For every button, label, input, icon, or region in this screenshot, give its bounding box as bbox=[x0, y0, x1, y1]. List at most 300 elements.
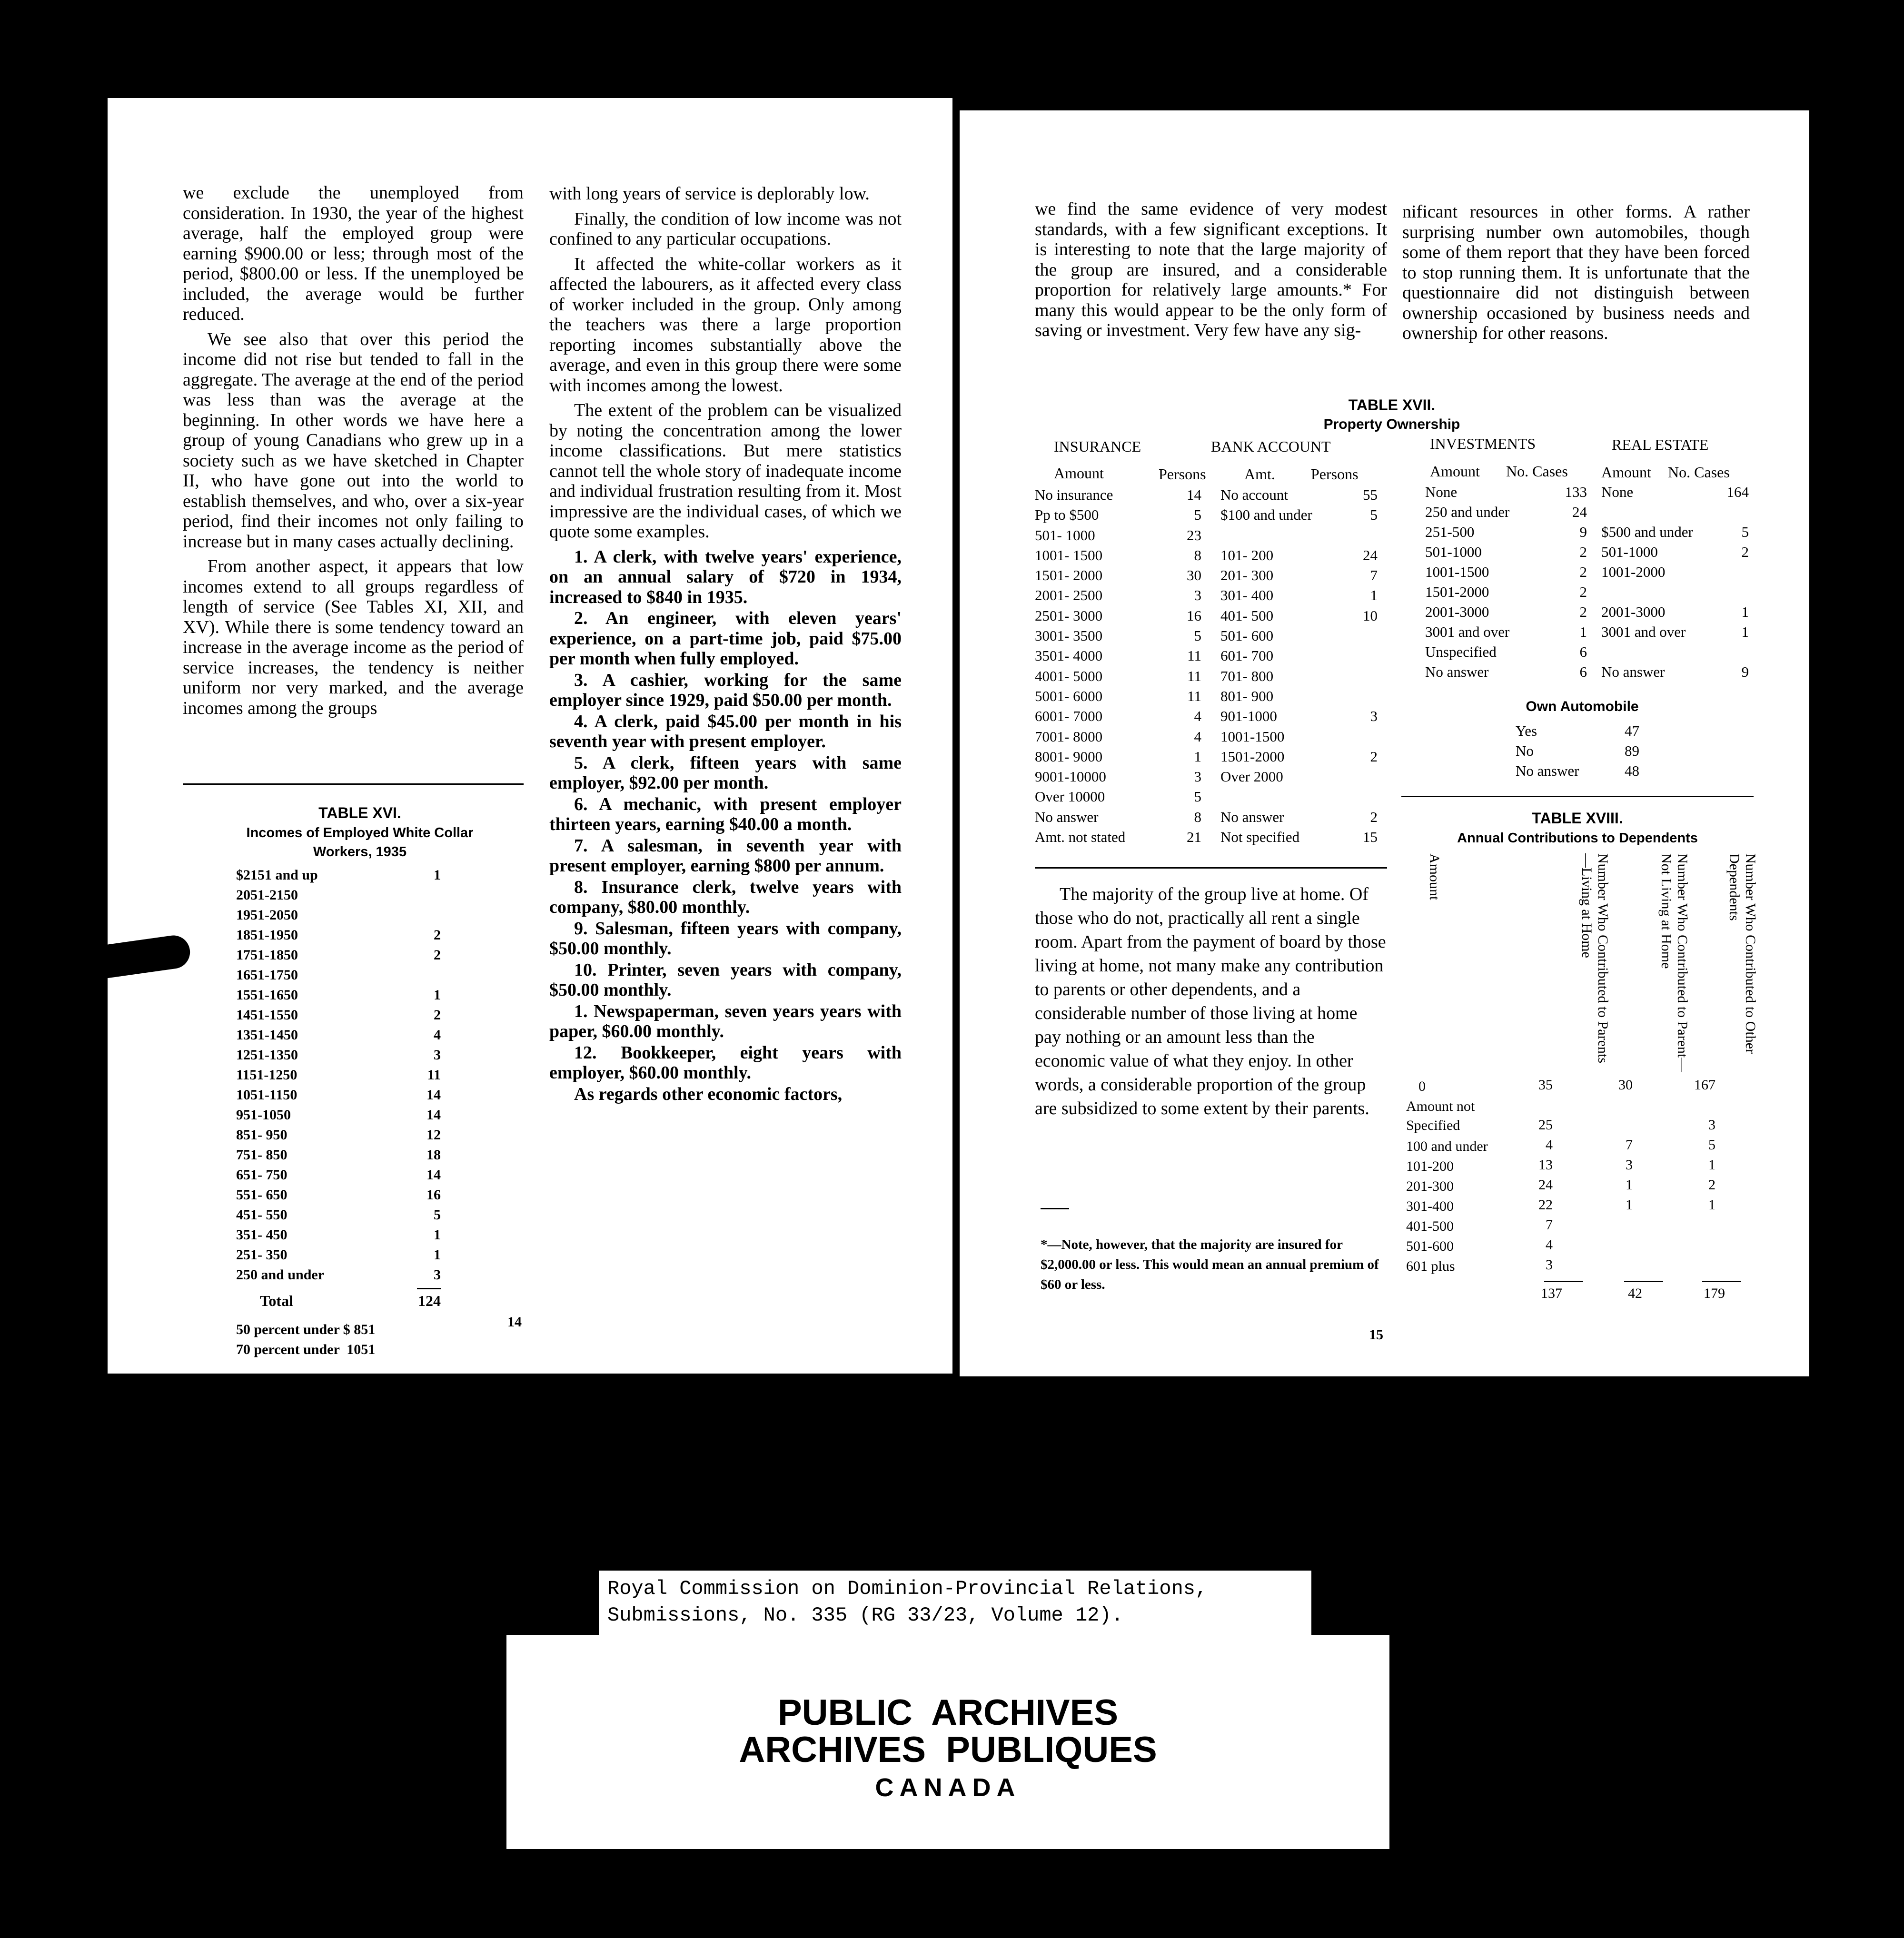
table-row bbox=[1401, 1097, 1744, 1137]
row-value: 1 bbox=[434, 867, 441, 883]
row-value: 3 bbox=[1546, 1257, 1553, 1273]
row-label: Amount not Specified bbox=[1406, 1098, 1475, 1133]
row-label: Yes bbox=[1516, 722, 1537, 739]
row-label: None bbox=[1601, 484, 1634, 500]
row-value: 2 bbox=[1579, 544, 1587, 560]
row-value: 14 bbox=[426, 1107, 441, 1123]
case-item: 6. A mechanic, with present employer thirteen years, earning $40.00 a month. bbox=[549, 794, 902, 834]
table-row bbox=[236, 1167, 441, 1187]
row-label: $500 and under bbox=[1601, 524, 1693, 540]
column-heading: Number Who Contributed to Parent—Not Living at Home bbox=[1658, 853, 1690, 1072]
table-row bbox=[1220, 547, 1378, 567]
row-label: 901-1000 bbox=[1220, 708, 1277, 725]
row-label: 951-1050 bbox=[236, 1107, 291, 1123]
auto-column bbox=[1516, 722, 1639, 782]
footnote: *—Note, however, that the majority are insured for $2,000.00 or less. This would mean an annual premium of $60 or less. bbox=[1041, 1237, 1379, 1292]
row-label: 651- 750 bbox=[236, 1167, 288, 1183]
subhead: No. Cases bbox=[1668, 464, 1730, 481]
row-value: 1 bbox=[1370, 587, 1378, 604]
heading-investments: INVESTMENTS bbox=[1430, 435, 1536, 452]
row-value: 1 bbox=[1194, 748, 1201, 765]
table-row bbox=[1035, 708, 1201, 728]
table-row bbox=[1035, 748, 1201, 768]
subhead: Amount bbox=[1430, 463, 1480, 480]
table-row bbox=[236, 1087, 441, 1107]
table-row bbox=[236, 1067, 441, 1087]
row-label: 1501- 2000 bbox=[1035, 567, 1103, 584]
row-label: 1001-1500 bbox=[1220, 728, 1285, 745]
table-row bbox=[1425, 643, 1587, 663]
table-row bbox=[1035, 627, 1201, 647]
heading-real-estate: REAL ESTATE bbox=[1612, 436, 1709, 453]
page-number: 15 bbox=[1369, 1327, 1383, 1343]
table-row bbox=[1425, 564, 1587, 583]
row-value: 30 bbox=[1618, 1077, 1633, 1093]
table-row bbox=[1401, 1217, 1744, 1237]
row-value: 48 bbox=[1625, 762, 1639, 779]
paragraph: From another aspect, it appears that low incomes extend to all groups regardless of length of service (See Tables XI, XII, and XV). While there is some tendency toward an increase in the average income as the period of service increases, the tendency is neither uniform nor very marked, and the average incomes among the groups bbox=[183, 556, 524, 718]
table-18 bbox=[1401, 808, 1758, 1304]
row-label: 1251-1350 bbox=[236, 1047, 298, 1063]
row-value: 8 bbox=[1194, 546, 1201, 564]
row-label: None bbox=[1425, 484, 1458, 500]
paragraph: we find the same evidence of very modest standards, with a few significant exceptions. It is interesting to note that the large majority of the group are insured, and a considerable proportion for relatively large amounts.* For many this would appear to be the only form of saving or investment. Very few have any sig- bbox=[1035, 199, 1387, 340]
paragraph: The extent of the problem can be visualized by noting the concentration among the lower income classifications. But mere statistics cannot tell the whole story of inadequate income and individual frustration resulting from it. Most impressive are the individual cases, of which we quote some examples. bbox=[549, 400, 902, 542]
table-row bbox=[1220, 688, 1378, 708]
row-value: 3 bbox=[1626, 1157, 1633, 1173]
row-label: 2501- 3000 bbox=[1035, 607, 1103, 624]
table-row bbox=[1401, 1177, 1744, 1197]
row-value: 15 bbox=[1363, 829, 1378, 846]
row-value: 2 bbox=[1579, 603, 1587, 620]
row-value: 1 bbox=[434, 987, 441, 1003]
row-label: 1001-1500 bbox=[1425, 564, 1489, 580]
insurance-column bbox=[1035, 486, 1201, 849]
table-row bbox=[1425, 603, 1587, 623]
table-subtitle: Workers, 1935 bbox=[313, 844, 407, 860]
table-row bbox=[1601, 603, 1749, 623]
row-value: 16 bbox=[1187, 607, 1201, 624]
table-row bbox=[1601, 564, 1749, 583]
table-note: 50 percent under $ 851 bbox=[236, 1322, 376, 1337]
table-row bbox=[236, 1007, 441, 1027]
table-row bbox=[1425, 663, 1587, 683]
case-item: 1. A clerk, with twelve years' experience, on an annual salary of $720 in 1934, increased to $840 in 1935. bbox=[549, 546, 902, 607]
row-value: 21 bbox=[1187, 829, 1201, 846]
column-heading: Number Who Contributed to Parents—Living at Home bbox=[1579, 853, 1611, 1064]
row-value: 164 bbox=[1726, 484, 1749, 500]
row-label: 3001 and over bbox=[1601, 623, 1686, 640]
table-total-rule bbox=[417, 1288, 441, 1289]
table-row bbox=[1035, 506, 1201, 526]
row-value: 47 bbox=[1625, 722, 1639, 739]
page-number: 14 bbox=[507, 1314, 522, 1330]
table-row bbox=[1220, 607, 1378, 627]
table-row bbox=[236, 887, 441, 907]
subhead: Amount bbox=[1054, 465, 1104, 482]
row-label: 1951-2050 bbox=[236, 907, 298, 923]
row-value: 1 bbox=[1741, 623, 1749, 640]
table-row bbox=[1401, 1197, 1744, 1217]
total-value: 42 bbox=[1628, 1285, 1642, 1301]
row-label: 301- 400 bbox=[1220, 587, 1274, 604]
case-item: 4. A clerk, paid $45.00 per month in his seventh year with present employer. bbox=[549, 711, 902, 751]
row-value: 2 bbox=[1370, 748, 1378, 765]
row-label: 1501-2000 bbox=[1425, 583, 1489, 600]
row-value: 1 bbox=[1579, 623, 1587, 640]
case-item: 3. A cashier, working for the same employer since 1929, paid $50.00 per month. bbox=[549, 670, 902, 710]
table-row bbox=[236, 1227, 441, 1247]
row-label: 401- 500 bbox=[1220, 607, 1274, 624]
row-label: 451- 550 bbox=[236, 1207, 288, 1223]
table-row bbox=[236, 1187, 441, 1207]
table-row bbox=[1220, 748, 1378, 768]
row-label: 501-1000 bbox=[1425, 544, 1482, 560]
row-value: 3 bbox=[1194, 768, 1201, 785]
row-label: $2151 and up bbox=[236, 867, 318, 883]
table-row bbox=[1401, 1237, 1744, 1257]
row-value: 3 bbox=[1370, 708, 1378, 725]
row-label: 501- 1000 bbox=[1035, 526, 1095, 544]
row-label: 1501-2000 bbox=[1220, 748, 1285, 765]
table-row bbox=[1035, 809, 1201, 829]
table-row bbox=[1516, 742, 1639, 762]
row-value: 9 bbox=[1741, 663, 1749, 680]
table-row bbox=[1220, 708, 1378, 728]
row-value: 4 bbox=[434, 1027, 441, 1043]
row-value: 11 bbox=[1187, 647, 1201, 664]
subhead: Persons bbox=[1159, 465, 1206, 483]
row-label: 2001- 2500 bbox=[1035, 587, 1103, 604]
table-row bbox=[1035, 486, 1201, 506]
row-label: 1051-1150 bbox=[236, 1087, 298, 1103]
table-row bbox=[1220, 627, 1378, 647]
table-row bbox=[1035, 728, 1201, 748]
row-label: 801- 900 bbox=[1220, 687, 1274, 704]
row-value: 14 bbox=[426, 1167, 441, 1183]
table-row bbox=[236, 1207, 441, 1227]
row-value: 11 bbox=[1187, 687, 1201, 704]
case-item: 10. Printer, seven years with company, $50.00 monthly. bbox=[549, 959, 902, 1000]
table-row bbox=[1516, 722, 1639, 742]
row-label: 1851-1950 bbox=[236, 927, 298, 943]
case-item: 9. Salesman, fifteen years with company, $50.00 monthly. bbox=[549, 918, 902, 959]
row-label: $100 and under bbox=[1220, 506, 1312, 524]
table-body bbox=[1401, 1077, 1744, 1277]
row-label: 1001-2000 bbox=[1601, 564, 1666, 580]
row-value: 35 bbox=[1538, 1077, 1553, 1093]
row-value: 1 bbox=[1741, 603, 1749, 620]
row-value: 2 bbox=[1370, 808, 1378, 825]
table-row bbox=[1220, 668, 1378, 688]
table-row bbox=[1035, 688, 1201, 708]
row-label: Not specified bbox=[1220, 829, 1300, 846]
row-value: 2 bbox=[1579, 564, 1587, 580]
row-label: 1451-1550 bbox=[236, 1007, 298, 1023]
row-label: 851- 950 bbox=[236, 1127, 288, 1143]
row-value: 5 bbox=[1741, 524, 1749, 540]
left-page-column-1 bbox=[183, 183, 524, 723]
table-row bbox=[236, 1147, 441, 1167]
table-row bbox=[236, 1267, 441, 1287]
row-value: 2 bbox=[1708, 1177, 1716, 1193]
row-value: 25 bbox=[1538, 1117, 1553, 1133]
total-value: 137 bbox=[1541, 1285, 1562, 1301]
archive-line: ARCHIVES PUBLIQUES bbox=[739, 1730, 1157, 1770]
case-item: 5. A clerk, fifteen years with same employer, $92.00 per month. bbox=[549, 752, 902, 793]
row-label: 2001-3000 bbox=[1601, 603, 1666, 620]
row-value: 11 bbox=[1187, 667, 1201, 684]
row-value: 4 bbox=[1546, 1137, 1553, 1153]
row-value: 2 bbox=[434, 927, 441, 943]
left-page bbox=[108, 98, 952, 1374]
row-label: 501-600 bbox=[1406, 1238, 1454, 1254]
table-row bbox=[1425, 583, 1587, 603]
row-value: 4 bbox=[1194, 708, 1201, 725]
row-value: 14 bbox=[426, 1087, 441, 1103]
right-page-column-1 bbox=[1035, 199, 1387, 346]
real-estate-column bbox=[1601, 484, 1749, 683]
row-value: 8 bbox=[1194, 808, 1201, 825]
row-label: 601 plus bbox=[1406, 1258, 1455, 1274]
paragraph: we exclude the unemployed from consideration. In 1930, the year of the highest average, half the employed group were earning $900.00 or less; through most of the period, $800.00 or less. If the unemployed be included, the average would be further reduced. bbox=[183, 183, 524, 324]
row-label: 351- 450 bbox=[236, 1227, 288, 1243]
row-value: 3 bbox=[1194, 587, 1201, 604]
left-page-column-2 bbox=[549, 184, 902, 1109]
table-row bbox=[1425, 544, 1587, 564]
case-item: 2. An engineer, with eleven years' experience, on a part-time job, paid $75.00 per month when fully employed. bbox=[549, 608, 902, 669]
table-row bbox=[1425, 484, 1587, 504]
row-value: 13 bbox=[1538, 1157, 1553, 1173]
table-subtitle: Incomes of Employed White Collar bbox=[246, 825, 474, 840]
reference-label bbox=[599, 1571, 1311, 1641]
table-row bbox=[1035, 768, 1201, 788]
row-value: 167 bbox=[1694, 1077, 1716, 1093]
row-value: 3 bbox=[1708, 1117, 1716, 1133]
row-label: 201-300 bbox=[1406, 1178, 1454, 1194]
table-row bbox=[1035, 547, 1201, 567]
row-label: 1351-1450 bbox=[236, 1027, 298, 1043]
row-label: 1551-1650 bbox=[236, 987, 298, 1003]
investments-column bbox=[1425, 484, 1587, 683]
table-row bbox=[236, 1047, 441, 1067]
row-label: No insurance bbox=[1035, 486, 1113, 503]
row-label: 601- 700 bbox=[1220, 647, 1274, 664]
row-value: 55 bbox=[1363, 486, 1378, 503]
table-row bbox=[236, 1247, 441, 1267]
table-row bbox=[1220, 506, 1378, 526]
table-row bbox=[236, 967, 441, 987]
row-value: 12 bbox=[426, 1127, 441, 1143]
table-row bbox=[1220, 527, 1378, 547]
total-rule bbox=[1624, 1281, 1663, 1282]
case-item: 7. A salesman, in seventh year with present employer, earning $800 per annum. bbox=[549, 835, 902, 876]
table-row bbox=[1035, 607, 1201, 627]
row-value: 4 bbox=[1194, 728, 1201, 745]
row-value: 1 bbox=[1626, 1197, 1633, 1213]
row-value: 2 bbox=[434, 947, 441, 963]
row-label: 1751-1850 bbox=[236, 947, 298, 963]
table-row bbox=[236, 987, 441, 1007]
row-label: 7001- 8000 bbox=[1035, 728, 1103, 745]
case-item: 12. Bookkeeper, eight years with employer, $60.00 monthly. bbox=[549, 1042, 902, 1083]
reference-line: Submissions, No. 335 (RG 33/23, Volume 12). bbox=[607, 1604, 1123, 1627]
table-row bbox=[1425, 504, 1587, 524]
total-label: Total bbox=[260, 1292, 293, 1309]
table-row bbox=[1516, 762, 1639, 782]
table-row bbox=[1220, 788, 1378, 808]
table-row bbox=[1601, 524, 1749, 544]
row-value: 24 bbox=[1538, 1177, 1553, 1193]
row-label: 251- 350 bbox=[236, 1247, 288, 1263]
row-value: 3 bbox=[434, 1267, 441, 1283]
archive-line: PUBLIC ARCHIVES bbox=[777, 1692, 1119, 1733]
row-value: 5 bbox=[1708, 1137, 1716, 1153]
table-bottom-rule bbox=[1035, 867, 1387, 869]
row-label: 751- 850 bbox=[236, 1147, 288, 1163]
table-row bbox=[1220, 728, 1378, 748]
paragraph: It affected the white-collar workers as it affected the labourers, as it affected every class of worker included in the group. Only among the teachers was there a large proportion reporting incomes substantially above the average, and even in this group there were some with incomes among the lowest. bbox=[549, 254, 902, 396]
table-row bbox=[1601, 623, 1749, 643]
bank-account-column bbox=[1220, 486, 1378, 849]
row-label: No answer bbox=[1220, 808, 1284, 825]
row-value: 2 bbox=[1579, 583, 1587, 600]
table-note: 70 percent under 1051 bbox=[236, 1342, 376, 1357]
table-title: TABLE XVII. bbox=[1348, 396, 1436, 414]
row-value: 24 bbox=[1572, 504, 1587, 520]
row-value: 6 bbox=[1579, 663, 1587, 680]
table-row bbox=[1425, 524, 1587, 544]
subhead: Persons bbox=[1311, 465, 1359, 483]
footnote-rule bbox=[1041, 1208, 1069, 1209]
table-row bbox=[1035, 788, 1201, 808]
row-value: 1 bbox=[434, 1247, 441, 1263]
row-value: 23 bbox=[1187, 526, 1201, 544]
table-row bbox=[1035, 527, 1201, 547]
table-16 bbox=[193, 802, 526, 1360]
paragraph: The majority of the group live at home. Of those who do not, practically all rent a single room. Apart from the payment of board by those living at home, not many make any contribution to parents or other dependents, and a considerable number of those living at home pay nothing or an amount less than the economic value of what they enjoy. In other words, a considerable proportion of the group are subsidized to some extent by their parents. bbox=[1035, 884, 1386, 1118]
row-label: 9001-10000 bbox=[1035, 768, 1106, 785]
row-value: 5 bbox=[434, 1207, 441, 1223]
right-page-body bbox=[1035, 882, 1387, 1125]
table-row bbox=[1220, 809, 1378, 829]
table-total-row bbox=[260, 1292, 441, 1312]
case-item: 8. Insurance clerk, twelve years with company, $80.00 monthly. bbox=[549, 877, 902, 917]
subhead: Amt. bbox=[1244, 465, 1275, 483]
table-subtitle: Property Ownership bbox=[1323, 416, 1460, 432]
table-title: TABLE XVI. bbox=[318, 804, 401, 821]
row-label: 2001-3000 bbox=[1425, 603, 1489, 620]
column-heading: Amount bbox=[1427, 853, 1442, 900]
table-row bbox=[1220, 587, 1378, 607]
row-value: 3 bbox=[434, 1047, 441, 1063]
table-row bbox=[236, 867, 441, 887]
archive-stamp bbox=[506, 1635, 1389, 1849]
row-label: 2051-2150 bbox=[236, 887, 298, 903]
table-row bbox=[1401, 1077, 1744, 1097]
table-row bbox=[1035, 829, 1201, 849]
column-heading: Number Who Contributed to Other Dependents bbox=[1726, 853, 1758, 1054]
subhead: Amount bbox=[1601, 464, 1651, 481]
row-value: 2 bbox=[434, 1007, 441, 1023]
row-value: 5 bbox=[1194, 506, 1201, 524]
row-value: 7 bbox=[1546, 1217, 1553, 1233]
table-row bbox=[1601, 643, 1749, 663]
row-label: 201- 300 bbox=[1220, 567, 1274, 584]
table-row bbox=[1220, 567, 1378, 587]
row-label: 1151-1250 bbox=[236, 1067, 298, 1083]
paragraph: nificant resources in other forms. A rather surprising number own automobiles, though some of them report that they have been forced to stop running them. It is unfortunate that the questionnaire did not distinguish between ownership occasioned by business needs and ownership for other reasons. bbox=[1402, 202, 1750, 343]
row-value: 7 bbox=[1626, 1137, 1633, 1153]
table-row bbox=[1601, 583, 1749, 603]
table-row bbox=[1035, 668, 1201, 688]
row-label: 4001- 5000 bbox=[1035, 667, 1103, 684]
row-value: 16 bbox=[426, 1187, 441, 1203]
table-right-rule bbox=[1401, 796, 1754, 797]
table-row bbox=[236, 927, 441, 947]
reference-line: Royal Commission on Dominion-Provincial Relations, bbox=[607, 1577, 1208, 1600]
table-row bbox=[1601, 663, 1749, 683]
row-label: 3001- 3500 bbox=[1035, 627, 1103, 644]
heading-bank-account: BANK ACCOUNT bbox=[1211, 438, 1331, 455]
row-value: 5 bbox=[1370, 506, 1378, 524]
row-value: 9 bbox=[1579, 524, 1587, 540]
row-value: 22 bbox=[1538, 1197, 1553, 1213]
row-value: 1 bbox=[1626, 1177, 1633, 1193]
row-value: 10 bbox=[1363, 607, 1378, 624]
row-value: 133 bbox=[1565, 484, 1587, 500]
paragraph: with long years of service is deplorably low. bbox=[549, 184, 870, 204]
row-value: 1 bbox=[434, 1227, 441, 1243]
paragraph: Finally, the condition of low income was not confined to any particular occupations. bbox=[549, 208, 902, 249]
row-label: 250 and under bbox=[236, 1267, 325, 1283]
row-label: 501- 600 bbox=[1220, 627, 1274, 644]
row-value: 4 bbox=[1546, 1237, 1553, 1253]
row-value: 5 bbox=[1194, 627, 1201, 644]
row-label: Unspecified bbox=[1425, 643, 1497, 660]
table-row bbox=[1220, 647, 1378, 667]
row-value: 24 bbox=[1363, 546, 1378, 564]
table-row bbox=[236, 1027, 441, 1047]
row-label: 3001 and over bbox=[1425, 623, 1510, 640]
row-label: 6001- 7000 bbox=[1035, 708, 1103, 725]
row-value: 2 bbox=[1741, 544, 1749, 560]
table-row bbox=[1220, 486, 1378, 506]
table-row bbox=[1601, 544, 1749, 564]
table-row bbox=[1035, 647, 1201, 667]
row-label: Pp to $500 bbox=[1035, 506, 1099, 524]
row-label: No answer bbox=[1516, 762, 1579, 779]
row-value: 6 bbox=[1579, 643, 1587, 660]
row-value: 7 bbox=[1370, 567, 1378, 584]
table-row bbox=[1401, 1137, 1744, 1157]
table-row bbox=[1601, 504, 1749, 524]
row-label: 401-500 bbox=[1406, 1218, 1454, 1234]
row-value: 11 bbox=[427, 1067, 441, 1083]
table-row bbox=[236, 1107, 441, 1127]
row-label: 101- 200 bbox=[1220, 546, 1274, 564]
row-label: No answer bbox=[1035, 808, 1099, 825]
table-row bbox=[1035, 567, 1201, 587]
row-label: 101-200 bbox=[1406, 1158, 1454, 1174]
row-label: 5001- 6000 bbox=[1035, 687, 1103, 704]
row-label: 0 bbox=[1418, 1078, 1426, 1094]
table-row bbox=[1401, 1157, 1744, 1177]
total-value: 124 bbox=[418, 1292, 441, 1309]
table-row bbox=[1401, 1257, 1744, 1277]
table-subtitle: Annual Contributions to Dependents bbox=[1457, 831, 1698, 846]
row-label: 551- 650 bbox=[236, 1187, 288, 1203]
